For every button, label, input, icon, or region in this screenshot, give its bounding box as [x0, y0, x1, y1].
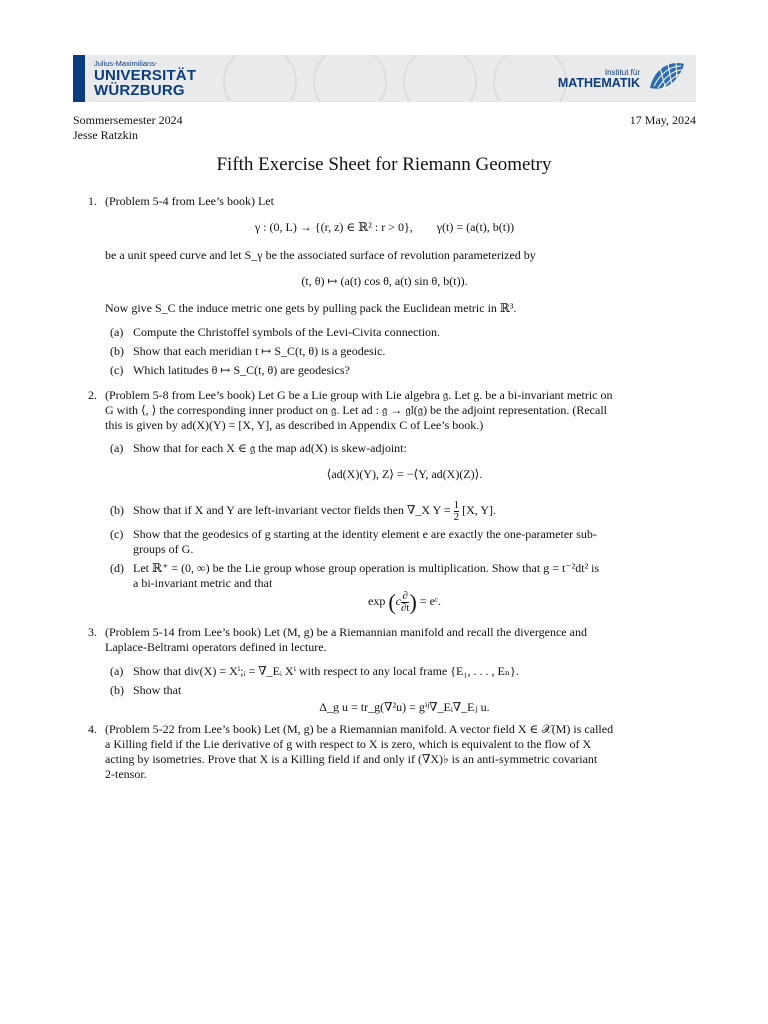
problem-1-part-text: Compute the Christoffel symbols of the Levi-Civita connection. [133, 325, 441, 339]
problem-2-b-text: Show that if X and Y are left-invariant vector fields then ∇_X Y = [133, 503, 451, 517]
problem-1-intro: (Problem 5-4 from Lee’s book) Let [105, 194, 274, 208]
problem-4-line-2: a Killing field if the Lie derivative of g with respect to X is zero, which is equivalent to the flow of X [105, 737, 592, 751]
author: Jesse Ratzkin [73, 128, 138, 142]
institute-name-big: MATHEMATIK [557, 75, 640, 90]
problem-3-line-2: Laplace-Beltrami operators defined in lecture. [105, 640, 327, 654]
problem-4-number: 4. [88, 722, 97, 736]
problem-1-part-label: (c) [110, 363, 124, 377]
problem-2-number: 2. [88, 388, 97, 402]
institute-logo [558, 58, 688, 99]
problem-2-d-line-1: Let ℝ⁺ = (0, ∞) be the Lie group whose group operation is multiplication. Show that g = t⁻²dt² is [133, 561, 600, 575]
problem-1-text-2: be a unit speed curve and let S_γ be the associated surface of revolution parameterized by [105, 248, 536, 262]
problem-1-text-3: Now give S_C the induce metric one gets by pulling pack the Euclidean metric in ℝ³. [105, 301, 517, 315]
seal-watermark [493, 55, 567, 102]
seal-watermark [403, 55, 477, 102]
seal-watermark [223, 55, 297, 102]
university-logo [73, 55, 196, 102]
problem-3-number: 3. [88, 625, 97, 639]
logo-bar [73, 55, 85, 102]
problem-2-b-line [133, 497, 496, 523]
problem-2-b-fraction [454, 500, 460, 523]
institute-name [558, 68, 640, 90]
exp-result: = eᶜ. [419, 594, 441, 608]
right-paren: ) [409, 589, 417, 615]
university-name [94, 55, 196, 102]
date: 17 May, 2024 [629, 113, 696, 127]
left-paren: ( [388, 589, 396, 615]
header-banner [73, 55, 696, 102]
problem-3-b-text: Show that [133, 683, 182, 697]
problem-2-b-label: (b) [110, 503, 124, 517]
problem-2-d-equation [113, 586, 696, 617]
problem-2-d-label: (d) [110, 561, 124, 575]
problem-1-part-label: (a) [110, 325, 124, 339]
problem-2-a-text: Show that for each X ∈ 𝔤 the map ad(X) is skew-adjoint: [133, 441, 407, 455]
university-name-small: Julius-Maximilians- [94, 58, 158, 68]
problem-3-b-label: (b) [110, 683, 124, 697]
university-name-line1: UNIVERSITÄT [94, 66, 197, 84]
problem-2-line-1: (Problem 5-8 from Lee’s book) Let G be a Lie group with Lie algebra 𝔤. Let g. be a bi-invariant metric on [105, 388, 613, 402]
constant-c: c [395, 594, 401, 608]
problem-2-c-line-2: groups of G. [133, 542, 194, 556]
institute-name-small: Institut für [604, 67, 640, 77]
exp-symbol: exp [368, 594, 386, 608]
page-title: Fifth Exercise Sheet for Riemann Geometry [216, 154, 552, 175]
problem-2-d-line-2: a bi-invariant metric and that [133, 576, 273, 590]
problem-3-b-equation: Δ_g u = tr_g(∇²u) = gⁱʲ∇_Eᵢ∇_Eⱼ u. [319, 700, 490, 714]
problem-2-b-tail: [X, Y]. [462, 503, 496, 517]
problem-2-line-2: G with ⟨, ⟩ the corresponding inner product on 𝔤. Let ad : 𝔤 → 𝔤𝔩(𝔤) be the adjoint representation. (Recall [105, 403, 607, 417]
fraction-numerator: ∂ [402, 589, 408, 602]
problem-2-c-line-1: Show that the geodesics of g starting at the identity element e are exactly the one-parameter sub- [133, 527, 597, 541]
fraction-denominator: 2 [453, 510, 460, 523]
problem-3-a-text: Show that div(X) = Xⁱ;ᵢ = ∇_Eᵢ Xⁱ with respect to any local frame {E₁, . . . , Eₙ}. [133, 664, 519, 678]
problem-1-equation-1: γ : (0, L) → {(r, z) ∈ ℝ² : r > 0}, γ(t) = (a(t), b(t)) [254, 220, 515, 234]
problem-3-line-1: (Problem 5-14 from Lee’s book) Let (M, g) be a Riemannian manifold and recall the divergence and [105, 625, 587, 639]
semester: Sommersemester 2024 [73, 113, 183, 127]
problem-2-line-3: this is given by ad(X)(Y) = [X, Y], as described in Appendix C of Lee’s book.) [105, 418, 484, 432]
problem-2-a-label: (a) [110, 441, 124, 455]
problem-4-line-3: acting by isometries. Prove that X is a Killing field if and only if (∇X)♭ is an anti-symmetric covariant [105, 752, 598, 766]
meta-left [73, 113, 183, 143]
university-name-line2: WÜRZBURG [94, 81, 185, 99]
problem-3-a-label: (a) [110, 664, 124, 678]
problem-1-number: 1. [88, 194, 97, 208]
problem-1-equation-2: (t, θ) ↦ (a(t) cos θ, a(t) sin θ, b(t)). [301, 274, 468, 288]
problem-2-a-equation: ⟨ad(X)(Y), Z⟩ = −⟨Y, ad(X)(Z)⟩. [326, 467, 483, 481]
problem-2-c-label: (c) [110, 527, 124, 541]
fraction-numerator: 1 [453, 498, 460, 511]
problem-4-line-4: 2-tensor. [105, 767, 147, 781]
fraction-denominator: ∂t [400, 601, 410, 614]
problem-1-part-text: Show that each meridian t ↦ S_C(t, θ) is a geodesic. [133, 344, 386, 358]
problem-4-line-1: (Problem 5-22 from Lee’s book) Let (M, g) be a Riemannian manifold. A vector field X ∈ 𝒳(M) is called [105, 722, 614, 736]
seal-watermark [313, 55, 387, 102]
globe-grid-icon [646, 58, 688, 99]
problem-1-part-label: (b) [110, 344, 124, 358]
problem-1-part-text: Which latitudes θ ↦ S_C(t, θ) are geodesics? [133, 363, 350, 377]
